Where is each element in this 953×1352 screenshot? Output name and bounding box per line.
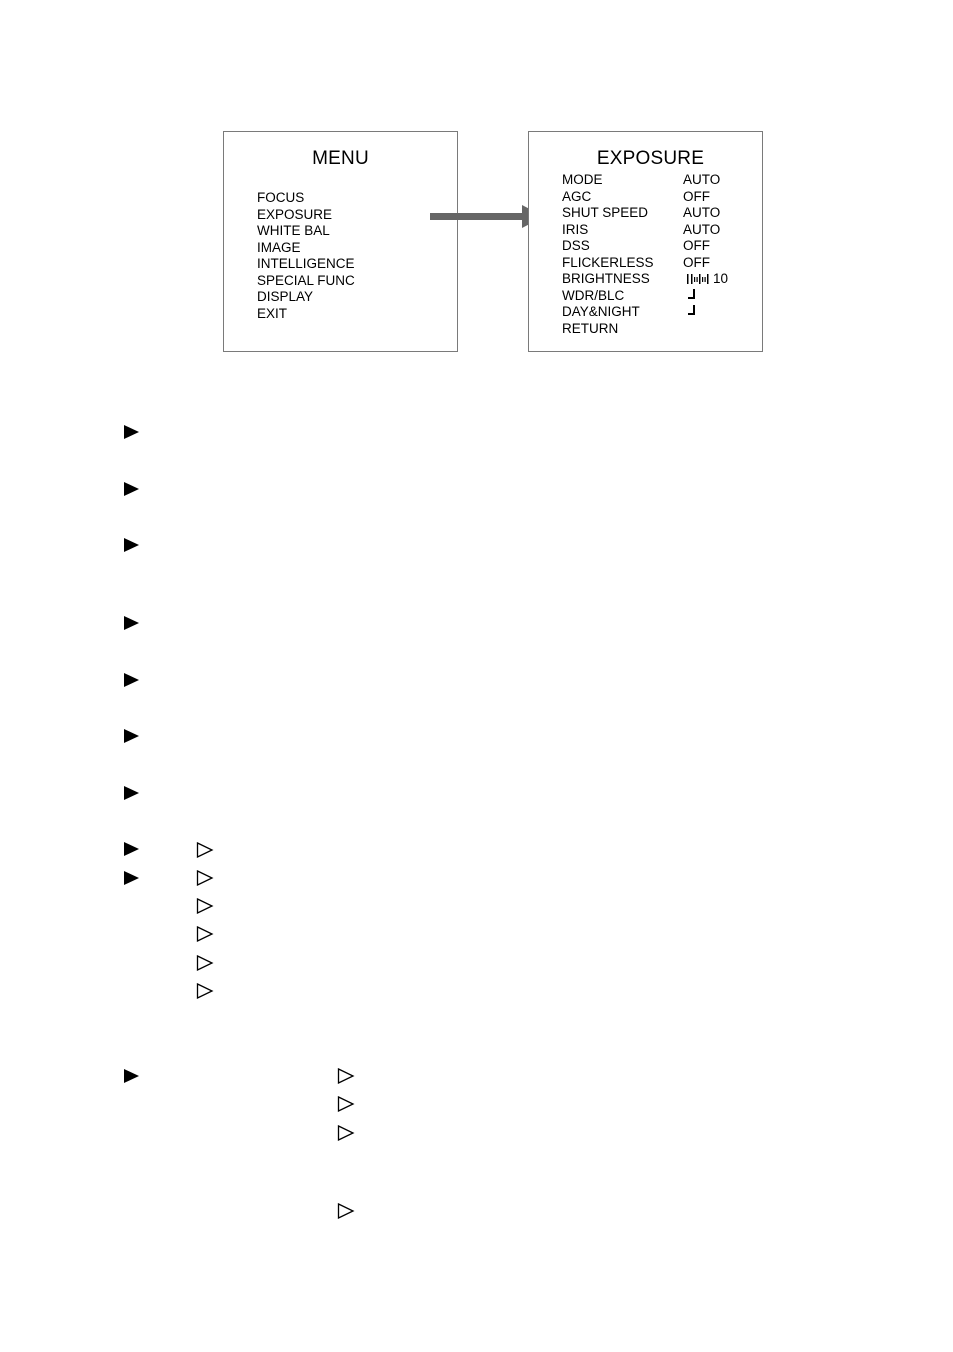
row-label: AGC	[562, 188, 592, 204]
exposure-row-agc[interactable]	[562, 189, 728, 206]
bullet-triangle-icon	[124, 482, 139, 496]
bullet-triangle-icon	[124, 871, 139, 885]
bullet-triangle-icon	[124, 538, 139, 552]
exposure-row-shut-speed[interactable]	[562, 205, 728, 222]
row-value: AUTO	[683, 205, 721, 220]
exposure-row-return[interactable]	[562, 321, 728, 338]
sub-bullet-triangle-icon	[337, 1068, 355, 1084]
sub-bullet-triangle-icon	[337, 1203, 355, 1219]
menu-item-intelligence[interactable]: INTELLIGENCE	[257, 256, 355, 271]
exposure-settings	[562, 172, 728, 337]
row-value: AUTO	[683, 221, 721, 237]
row-label: DAY&NIGHT	[562, 304, 640, 319]
row-label: DSS	[562, 238, 590, 253]
bullet-triangle-icon	[124, 842, 139, 856]
bullet-triangle-icon	[124, 673, 139, 687]
exposure-row-iris[interactable]	[562, 222, 728, 239]
exposure-title: EXPOSURE	[596, 148, 705, 169]
row-label: BRIGHTNESS	[562, 271, 650, 286]
sub-bullet-triangle-icon	[337, 1125, 355, 1141]
menu-item-image[interactable]: IMAGE	[257, 239, 301, 255]
exposure-row-mode[interactable]	[562, 172, 728, 189]
sub-bullet-triangle-icon	[196, 955, 214, 971]
menu-panel	[223, 131, 458, 352]
row-value: OFF	[683, 254, 710, 270]
enter-icon	[687, 288, 697, 300]
menu-item-white-bal[interactable]: WHITE BAL	[257, 223, 330, 238]
menu-item-special-func[interactable]: SPECIAL FUNC	[257, 272, 355, 288]
bullet-triangle-icon	[124, 616, 139, 630]
row-value: AUTO	[683, 172, 721, 187]
exposure-row-day-night[interactable]	[562, 304, 728, 321]
menu-item-display[interactable]: DISPLAY	[257, 289, 314, 304]
exposure-row-flickerless[interactable]	[562, 255, 728, 272]
menu-title: MENU	[312, 148, 369, 169]
row-label: WDR/BLC	[562, 287, 625, 303]
menu-item-exit[interactable]: EXIT	[257, 305, 288, 321]
row-label: RETURN	[562, 320, 619, 336]
sub-bullet-triangle-icon	[196, 842, 214, 858]
sub-bullet-triangle-icon	[196, 926, 214, 942]
row-label: IRIS	[562, 221, 589, 237]
row-value: OFF	[683, 238, 710, 253]
row-label: SHUT SPEED	[562, 205, 649, 220]
menu-item-exposure[interactable]: EXPOSURE	[257, 206, 333, 222]
bullet-triangle-icon	[124, 786, 139, 800]
exposure-row-dss[interactable]	[562, 238, 728, 255]
bullet-triangle-icon	[124, 729, 139, 743]
menu-item-focus[interactable]: FOCUS	[257, 190, 305, 205]
row-label: FLICKERLESS	[562, 254, 654, 270]
brightness-slider-icon	[687, 274, 713, 284]
exposure-panel	[528, 131, 763, 352]
bullet-triangle-icon	[124, 1069, 139, 1083]
sub-bullet-triangle-icon	[196, 983, 214, 999]
sub-bullet-triangle-icon	[337, 1096, 355, 1112]
row-label: MODE	[562, 172, 603, 187]
sub-bullet-triangle-icon	[196, 870, 214, 886]
exposure-row-brightness[interactable]	[562, 271, 728, 288]
sub-bullet-triangle-icon	[196, 898, 214, 914]
exposure-row-wdr-blc[interactable]	[562, 288, 728, 305]
brightness-value: 10	[713, 271, 729, 286]
enter-icon	[687, 304, 697, 316]
bullet-triangle-icon	[124, 425, 139, 439]
menu-list	[257, 190, 355, 322]
row-value: OFF	[683, 188, 710, 204]
